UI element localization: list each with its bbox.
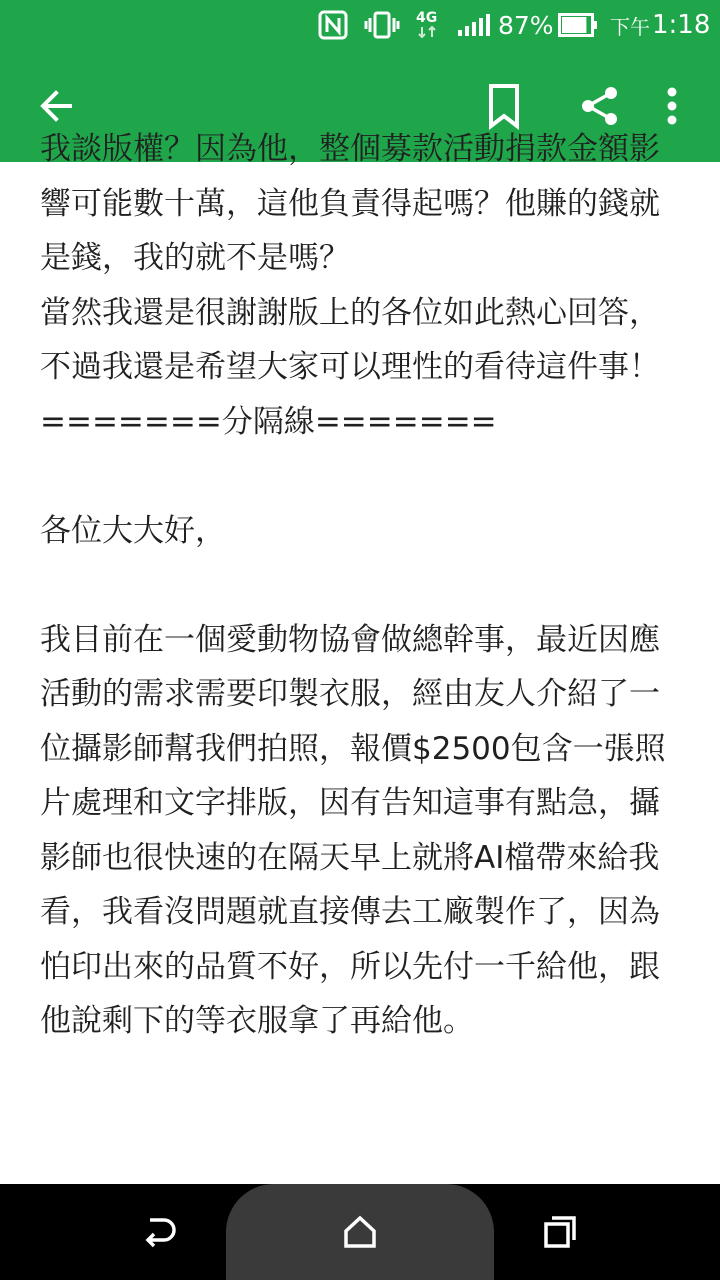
battery-icon (558, 0, 598, 50)
nav-home-button[interactable] (315, 1184, 405, 1280)
vibrate-icon (364, 0, 400, 50)
nav-back-button[interactable] (115, 1184, 205, 1280)
battery-percent: 87% (498, 10, 554, 40)
signal-icon (456, 0, 490, 50)
clock-prefix: 下午 (610, 14, 650, 39)
status-bar (0, 0, 720, 50)
nav-recents-icon (542, 1214, 578, 1250)
clock-time: 1:18 (652, 10, 711, 40)
more-vert-icon (666, 86, 678, 126)
nfc-icon (318, 0, 348, 50)
nav-recents-button[interactable] (515, 1184, 605, 1280)
nav-home-icon (342, 1214, 378, 1250)
network-type: 4G (416, 0, 437, 50)
back-arrow-icon (36, 86, 76, 126)
clock (610, 0, 710, 50)
nav-back-icon (140, 1214, 180, 1250)
article-text: 我談版權？因為他，整個募款活動捐款金額影響可能數十萬，這他負責得起嗎？他賺的錢就是錢，我的就不是嗎？ 當然我還是很謝謝版上的各位如此熱心回答，不過我還是希望大家可以理性的看待這件事！ =======分隔線======= 各位大大好， 我目前在一個愛動物協會做總幹事，最近因應活動的需求需要印製衣服，經由友人介紹了一位攝影師幫我們拍照，報價$2500包含一張照片處理和文字排版，因有告知這事有點急，攝影師也很快速的在隔天早上就將AI檔帶來給我看，我看沒問題就直接傳去工廠製作了，因為怕印出來的品質不好，所以先付一千給他，跟他說剩下的等衣服拿了再給他。 (40, 131, 666, 1039)
system-nav-bar (0, 1184, 720, 1280)
article-content[interactable] (0, 131, 720, 1184)
